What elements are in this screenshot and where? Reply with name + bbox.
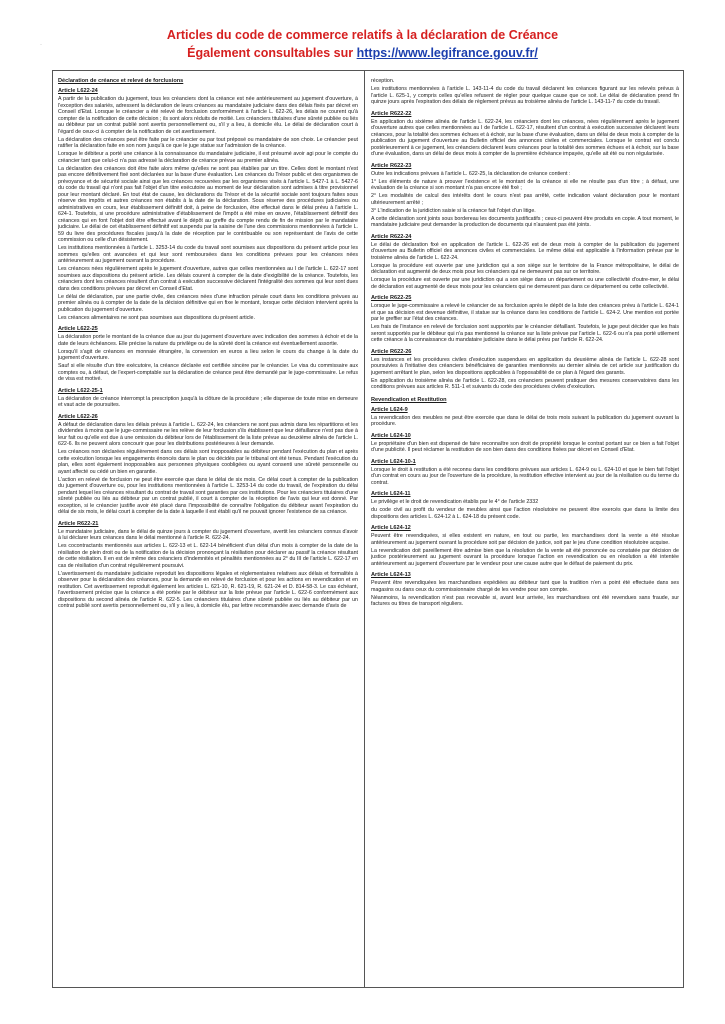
left-column <box>58 78 358 982</box>
article-title: Article R622-23 <box>371 162 412 169</box>
article-paragraph: Les instances et les procédures civiles d'exécution suspendues en application du deuxième alinéa de l'article L. 622-28 sont poursuivies à l'initiative des créanciers bénéficiaires de garanties mentionnés au dernier alinéa de cet article sur justification du jugement arrêtant le plan, selon les dispositions applicables à l'opposabilité de ce plan à l'égard des garants. <box>371 356 679 376</box>
article-title: Article L622-25-1 <box>58 387 103 394</box>
article-title: Article L622-24 <box>58 88 98 94</box>
article-paragraph: Lorsque le droit à restitution a été reconnu dans les conditions prévues aux articles L. 624-9 ou L. 624-10 et que le bien fait l'objet d'un contrat en cours au jour de l'ouverture de la procédure, la restitution effective intervient au jour de la résiliation ou du terme du contrat. <box>371 466 679 486</box>
article <box>371 111 679 158</box>
article <box>58 88 358 321</box>
section-title-declaration: Déclaration de créance et relevé de forclusions <box>58 78 184 84</box>
right-articles-revendication <box>371 407 679 608</box>
article-paragraph: Les institutions mentionnées à l'article L. 3253-14 du code du travail sont soumises aux dispositions du présent article pour les sommes qu'elles ont avancées et qui leur sont remboursées dans les conditions prévues pour les créances nées antérieurement au jugement ouvrant la procédure. <box>58 245 358 264</box>
article-paragraph: 1° Les éléments de nature à prouver l'existence et le montant de la créance si elle ne résulte pas d'un titre ; à défaut, une évaluation de la créance si son montant n'a pas encore été fixé ; <box>371 178 679 191</box>
scan-mark: · <box>40 42 42 48</box>
article-paragraph: Les créances non déclarées régulièrement dans ces délais sont inopposables au débiteur pendant l'exécution du plan et après cette exécution lorsque les engagements énoncés dans le plan ou décidés par le tribunal ont été tenus. Pendant l'exécution du plan, elles sont également inopposables aux personnes physiques coobligées ou ayant consenti une sûreté personnelle ou ayant affecté ou cédé un bien en garantie. <box>58 449 358 475</box>
article-paragraph: La déclaration porte le montant de la créance due au jour du jugement d'ouverture avec indication des sommes à échoir et de la date de leurs échéances. Elle précise la nature du privilège ou de la sûreté dont la créance est éventuellement assortie. <box>58 334 358 347</box>
document-subtitle <box>0 46 725 60</box>
article-paragraph: La revendication doit pareillement être admise bien que la résolution de la vente ait été prononcée ou constatée par décision de justice postérieurement au jugement ouvrant la procédure lorsque l'action en revendication ou en résolution a été intentée antérieurement au jugement d'ouverture par le vendeur pour une cause autre que le défaut de paiement du prix. <box>371 547 679 567</box>
article-paragraph: En application du troisième alinéa de l'article L. 622-28, ces créanciers peuvent pratiquer des mesures conservatoires dans les conditions prévues aux articles R. 511-1 et suivants du code des procédures civiles d'exécution. <box>371 377 679 390</box>
document-title: Articles du code de commerce relatifs à la déclaration de Créance <box>166 28 559 42</box>
article-title: Article R622-24 <box>371 233 412 240</box>
article-title: Article R622-22 <box>371 110 412 117</box>
article-title: Article R622-25 <box>371 295 412 301</box>
article <box>58 388 358 409</box>
article <box>371 491 679 520</box>
article <box>58 326 358 383</box>
article-paragraph: Lorsque la procédure est ouverte par une juridiction qui a son siège sur le territoire de la France métropolitaine, le délai de déclaration est augmenté de deux mois pour les créanciers qui ne demeurent pas sur ce territoire. <box>371 262 679 275</box>
article-title: Article L624-12 <box>371 525 411 531</box>
article-paragraph: En application du sixième alinéa de l'article L. 622-24, les créanciers dont les créances, nées régulièrement après le jugement d'ouverture autres que celles mentionnées au I de l'article L. 622-17, résultent d'un contrat à exécution successive déclarent leurs créances, pour la totalité des sommes échues et à échoir, sur la base d'une évaluation, dans un délai de deux mois à compter de la publication du jugement d'ouverture au Bulletin officiel des annonces civiles et commerciales. Lorsque le contrat est conclu postérieurement à ce jugement, les créanciers déclarent leurs créances pour la totalité des sommes échues et à échoir, sur la base d'une évaluation, dans un délai de deux mois à compter de la première échéance impayée, qu'elle ait été ou non régularisée. <box>371 118 679 157</box>
article-paragraph: Sauf si elle résulte d'un titre exécutoire, la créance déclarée est certifiée sincère par le créancier. Le visa du commissaire aux comptes ou, à défaut, de l'expert-comptable sur la déclaration de créance peut être demandé par le juge-commissaire. Le refus de visa est motivé. <box>58 363 358 382</box>
subtitle-prefix: Également consultables sur <box>187 46 357 60</box>
article-paragraph: Lorsque la procédure est ouverte par une juridiction qui a son siège dans un département ou une collectivité d'outre-mer, le délai de déclaration est augmenté de deux mois pour les créanciers qui ne demeurent pas dans ce département ou cette collectivité. <box>371 277 679 290</box>
article-title: Article L624-13 <box>371 572 411 578</box>
article-paragraph: Les cocontractants mentionnés aux articles L. 622-13 et L. 622-14 bénéficient d'un délai d'un mois à compter de la date de la résiliation de plein droit ou de la notification de la décision prononçant la résiliation pour déclarer au passif la créance résultant de cette résiliation. Il en est de même des créanciers d'indemnités et pénalités mentionnées au 2° du III de l'article L. 622-17 en cas de résiliation d'un contrat régulièrement poursuivi. <box>58 543 358 569</box>
article <box>371 234 679 291</box>
article-paragraph: du code civil au profit du vendeur de meubles ainsi que l'action résolutoire ne peuvent être exercés que dans la limite des dispositions des articles L. 624-12 à L. 624-18 du présent code. <box>371 507 679 520</box>
article-paragraph: La déclaration de créance interrompt la prescription jusqu'à la clôture de la procédure ; elle dispense de toute mise en demeure et vaut acte de poursuites. <box>58 395 358 408</box>
article-paragraph: Le privilège et le droit de revendication établis par le 4° de l'article 2332 <box>371 499 539 505</box>
article-paragraph: Lorsqu'il s'agit de créances en monnaie étrangère, la conversion en euros a lieu selon le cours du change à la date du jugement d'ouverture. <box>58 348 358 361</box>
article-paragraph: Le délai de déclaration fixé en application de l'article L. 622-26 est de deux mois à compter de la publication du jugement d'ouverture au Bulletin officiel des annonces civiles et commerciales. Le même délai est applicable à l'information prévue par le troisième alinéa de l'article L. 622-24. <box>371 241 679 261</box>
article-paragraph: Lorsque le débiteur a porté une créance à la connaissance du mandataire judiciaire, il est présumé avoir agi pour le compte du créancier tant que celui-ci n'a pas adressé la déclaration de créance prévue au premier alinéa. <box>58 151 358 164</box>
article-paragraph: Outre les indications prévues à l'article L. 622-25, la déclaration de créance contient : <box>371 170 571 177</box>
article-paragraph: Peuvent être revendiquées les marchandises expédiées au débiteur tant que la tradition n'en a point été effectuée dans ses magasins ou dans ceux du commissionnaire chargé de les vendre pour son compte. <box>371 580 679 593</box>
article-paragraph: Le délai de déclaration, par une partie civile, des créances nées d'une infraction pénale court dans les conditions prévues au premier alinéa ou à compter de la date de la décision définitive qui en fixe le montant, lorsque cette décision intervient après la publication du jugement d'ouverture. <box>58 293 358 313</box>
column-divider <box>364 70 365 988</box>
article-title: Article L622-26 <box>58 413 98 420</box>
article-paragraph: A défaut de déclaration dans les délais prévus à l'article L. 622-24, les créanciers ne sont pas admis dans les répartitions et les dividendes à moins que le juge-commissaire ne les relève de leur forclusion s'ils établissent que leur défaillance n'est pas due à leur fait ou qu'elle est due à une omission du débiteur lors de l'établissement de la liste prévue au deuxième alinéa de l'article L. 622-6. Ils ne peuvent alors concourir que pour les distributions postérieures à leur demande. <box>58 421 358 447</box>
article-paragraph: Peuvent être revendiquées, si elles existent en nature, en tout ou partie, les marchandises dont la vente a été résolue antérieurement au jugement ouvrant la procédure soit par décision de justice, soit par le jeu d'une condition résolutoire acquise. <box>371 533 679 546</box>
article <box>371 295 679 344</box>
left-articles <box>58 88 358 610</box>
article-paragraph: 2° Les modalités de calcul des intérêts dont le cours n'est pas arrêté, cette indication valant déclaration pour le montant ultérieurement arrêté ; <box>371 193 679 206</box>
article-paragraph: Le mandataire judiciaire, dans le délai de quinze jours à compter du jugement d'ouverture, avertit les créanciers connus d'avoir à lui déclarer leurs créances dans le délai mentionné à l'article R. 622-24. <box>58 528 358 541</box>
article-paragraph: La déclaration des créances peut être faite par le créancier ou par tout préposé ou mandataire de son choix. Le créancier peut ratifier la déclaration faite en son nom jusqu'à ce que le juge statue sur l'admission de la créance. <box>58 136 358 149</box>
article-paragraph: Les créances alimentaires ne sont pas soumises aux dispositions du présent article. <box>58 314 255 321</box>
article <box>371 433 679 454</box>
article-paragraph: Lorsque le juge-commissaire a relevé le créancier de sa forclusion après le dépôt de la liste des créances prévu à l'article L. 624-1 et que sa décision est devenue définitive, il statue sur la créance dans les conditions de l'article L. 624-2. Une mention est portée par le greffier sur l'état des créances. <box>371 303 679 322</box>
article <box>371 572 679 608</box>
article-title: Article R622-26 <box>371 348 412 355</box>
article-paragraph: La revendication des meubles ne peut être exercée que dans le délai de trois mois suivant la publication du jugement ouvrant la procédure. <box>371 414 679 427</box>
legifrance-link[interactable]: https://www.legifrance.gouv.fr/ <box>356 46 538 60</box>
right-column <box>371 78 679 982</box>
article-title: Article L624-11 <box>371 491 411 497</box>
article-paragraph: L'avertissement du mandataire judiciaire reproduit les dispositions légales et réglementaires relatives aux délais et formalités à observer pour la déclaration des créances, pour la demande en relevé de forclusion et pour les actions en revendication et en restitution. Cet avertissement reproduit également les articles L. 621-10, R. 621-19, R. 621-24 et D. 814-58-3. Le cas échéant, l'avertissement précise que la créance a été portée par le débiteur sur la liste prévue par l'article L. 622-6 conformément aux dispositions du second alinéa de l'article R. 622-5. Les créanciers titulaires d'une sûreté publiée ou liés au débiteur par un contrat publié sont avertis personnellement ou, s'il y a lieu, à domicile élu, par lettre recommandée avec demande d'avis de <box>58 570 358 609</box>
article-paragraph: 3° L'indication de la juridiction saisie si la créance fait l'objet d'un litige. <box>371 207 536 214</box>
article-title: Article L622-25 <box>58 326 98 332</box>
article <box>371 525 679 567</box>
article-paragraph: Les frais de l'instance en relevé de forclusion sont supportés par le créancier défaillant. Toutefois, le juge peut décider que les frais seront supportés par le débiteur qui n'a pas mentionné la créance sur la liste prévue par l'article L. 622-6 ou n'a pas porté utilement cette créance à la connaissance du mandataire judiciaire dans le délai prévu par l'article R. 622-24. <box>371 324 679 343</box>
article-paragraph: Néanmoins, la revendication n'est pas recevable si, avant leur arrivée, les marchandises ont été revendues sans fraude, sur factures ou titres de transport réguliers. <box>371 594 679 607</box>
article-paragraph: Les créances nées régulièrement après le jugement d'ouverture, autres que celles mentionnées au I de l'article L. 622-17 sont soumises aux dispositions du présent article. Les délais courent à compter de la date d'exigibilité de la créance. Toutefois, les créanciers dont les créances résultent d'un contrat à exécution successive déclarent l'intégralité des sommes qui leur sont dues dans des conditions prévues par décret en Conseil d'Etat. <box>58 266 358 292</box>
article-title: Article L624-10 <box>371 432 411 439</box>
article-paragraph: A partir de la publication du jugement, tous les créanciers dont la créance est née antérieurement au jugement d'ouverture, à l'exception des salariés, adressent la déclaration de leurs créances au mandataire judiciaire dans des délais fixés par décret en Conseil d'Etat. Lorsque le créancier a été relevé de forclusion conformément à l'article L. 622-26, les délais ne courent qu'à compter de la notification de cette décision ; ils sont alors réduits de moitié. Les créanciers titulaires d'une sûreté publiée ou liés au débiteur par un contrat publié sont avertis personnellement ou, s'il y a lieu, à domicile élu. Le délai de déclaration court à l'égard de ceux-ci à compter de la notification de cet avertissement. <box>58 96 358 135</box>
article <box>371 78 679 106</box>
article <box>371 163 679 229</box>
article <box>371 407 679 428</box>
article-paragraph: Le propriétaire d'un bien est dispensé de faire reconnaître son droit de propriété lorsque le contrat portant sur ce bien a fait l'objet d'une publicité. Il peut réclamer la restitution de son bien dans des conditions fixées par décret en Conseil d'Etat. <box>371 440 679 453</box>
article <box>58 414 358 516</box>
article-paragraph: A cette déclaration sont joints sous bordereau les documents justificatifs ; ceux-ci peuvent être produits en copie. A tout moment, le mandataire judiciaire peut demander la production de documents qui n'auraient pas été joints. <box>371 215 679 228</box>
article-paragraph: La déclaration des créances doit être faite alors même qu'elles ne sont pas établies par un titre. Celles dont le montant n'est pas encore définitivement fixé sont déclarées sur la base d'une évaluation. Les créances du Trésor public et des organismes de prévoyance et de sécurité sociale ainsi que les créances recouvrées par les organismes visés à l'article L. 5427-1 à L. 5427-6 du code du travail qui n'ont pas fait l'objet d'un titre exécutoire au moment de leur déclaration sont admises à titre provisionnel pour leur montant déclaré. En tout état de cause, les déclarations du Trésor et de la sécurité sociale sont toujours faites sous réserve des impôts et autres créances non établis à la date de la déclaration. Sous réserve des procédures judiciaires ou administratives en cours, leur établissement définitif doit, à peine de forclusion, être effectué dans le délai prévu à l'article L. 624-1. Toutefois, si une procédure administrative d'établissement de l'impôt a été mise en œuvre, l'établissement définitif des créances qui en font l'objet doit être effectué avant le dépôt au greffe du compte rendu de fin de mission par le mandataire judiciaire. Le délai de cet établissement définitif est suspendu par la saisine de l'une des commissions mentionnées à l'article L. 59 du livre des procédures fiscales jusqu'à la date de réception par le contribuable ou son représentant de l'avis de cette commission ou celle d'un désistement. <box>58 165 358 243</box>
article-title: Article L624-10-1 <box>371 458 416 465</box>
article-paragraph: Les institutions mentionnées à l'article L. 143-11-4 du code du travail déclarent les créances figurant sur les relevés prévus à l'article L. 625-1, y compris celles qu'elles refusent de régler pour quelque cause que ce soit. Le délai de déclaration prend fin quinze jours après l'expiration des délais de règlement prévus au troisième alinéa de l'article L. 143-11-7 du code du travail. <box>371 86 679 105</box>
article-paragraph: L'action en relevé de forclusion ne peut être exercée que dans le délai de six mois. Ce délai court à compter de la publication du jugement d'ouverture ou, pour les institutions mentionnées à l'article L. 3253-14 du code du travail, de l'expiration du délai pendant lequel les créances résultant du contrat de travail sont garanties par ces institutions. Pour les créanciers titulaires d'une sûreté publiée ou liés au débiteur par un contrat publié, il court à compter de la réception de l'avis qui leur est donné. Par exception, si le créancier justifie avoir été placé dans l'impossibilité de connaître l'obligation du débiteur avant l'expiration du délai de six mois, le délai court à compter de la date à laquelle il est établi qu'il ne pouvait ignorer l'existence de sa créance. <box>58 476 358 515</box>
article-title: Article L624-9 <box>371 406 408 413</box>
article-title: Article R622-21 <box>58 520 99 527</box>
article <box>58 521 358 610</box>
article-paragraph: réception. <box>371 78 395 84</box>
right-articles <box>371 78 679 391</box>
article <box>371 459 679 487</box>
section-title-revendication: Revendication et Restitution <box>371 396 447 403</box>
article <box>371 349 679 391</box>
